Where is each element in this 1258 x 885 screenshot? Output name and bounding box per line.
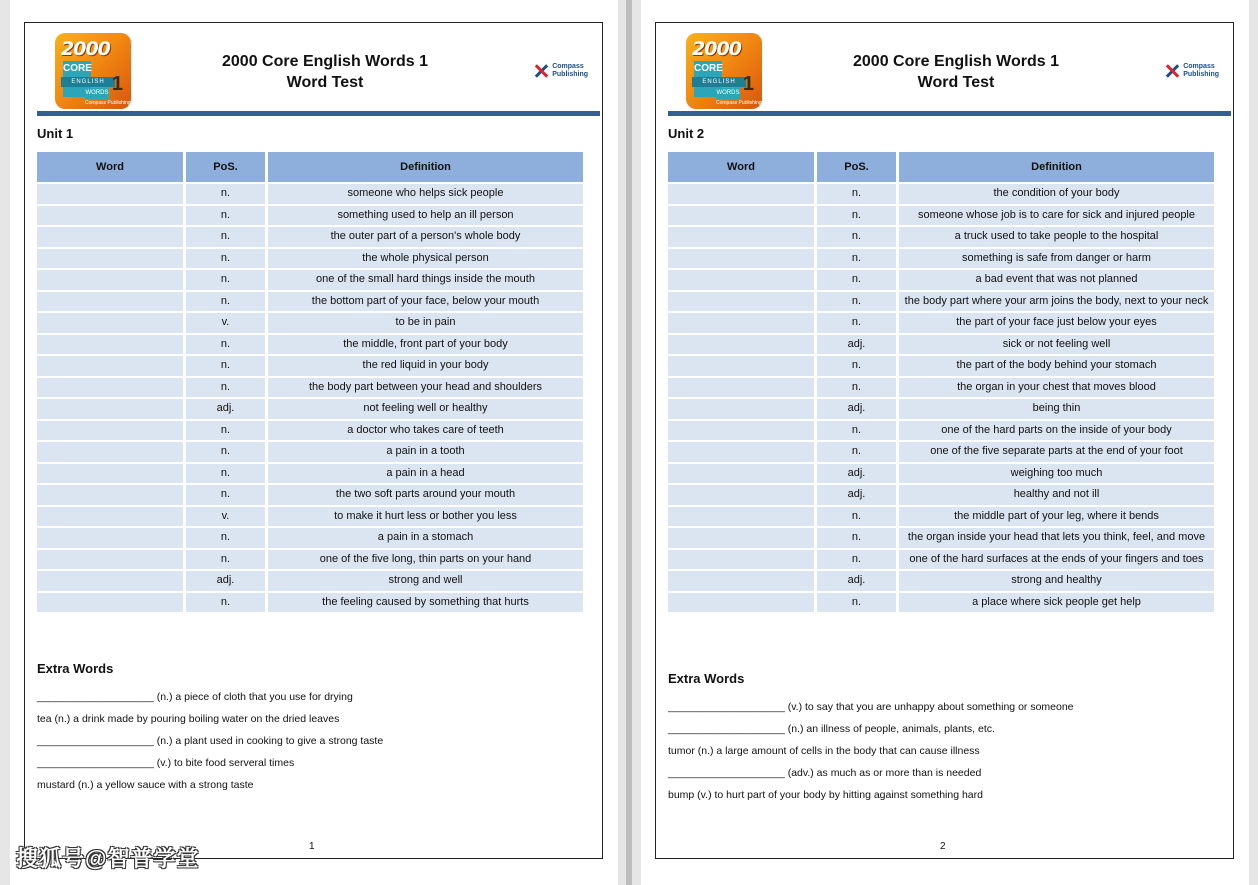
word-answer-cell[interactable] xyxy=(668,571,814,591)
table-row xyxy=(37,421,583,441)
table-row xyxy=(668,356,1214,376)
definition-cell: not feeling well or healthy xyxy=(268,399,583,419)
table-row xyxy=(668,184,1214,204)
table-row xyxy=(37,399,583,419)
table-row xyxy=(37,206,583,226)
header-rule xyxy=(37,111,600,116)
book-cover-logo: 2000 CORE ENGLISH WORDS 1 Compass Publishing xyxy=(686,33,762,109)
definition-cell: the organ in your chest that moves blood xyxy=(899,378,1214,398)
word-answer-cell[interactable] xyxy=(668,421,814,441)
table-row xyxy=(668,249,1214,269)
pos-cell: n. xyxy=(186,335,265,355)
table-row xyxy=(668,292,1214,312)
definition-cell: a bad event that was not planned xyxy=(899,270,1214,290)
title-line-2: Word Test xyxy=(917,74,995,91)
table-row xyxy=(668,485,1214,505)
table-row xyxy=(37,507,583,527)
extra-word-item: bump (v.) to hurt part of your body by hitting against something hard xyxy=(668,789,983,801)
extra-word-item: ____________________ (n.) a piece of cloth that you use for drying xyxy=(37,691,353,703)
extra-word-item: ____________________ (adv.) as much as or more than is needed xyxy=(668,767,982,779)
word-answer-cell[interactable] xyxy=(37,270,183,290)
pos-cell: adj. xyxy=(817,571,896,591)
title-line-1: 2000 Core English Words 1 xyxy=(853,53,1059,70)
pos-cell: n. xyxy=(186,184,265,204)
definition-cell: a place where sick people get help xyxy=(899,593,1214,613)
pos-cell: v. xyxy=(186,507,265,527)
word-answer-cell[interactable] xyxy=(37,313,183,333)
pos-cell: n. xyxy=(186,485,265,505)
table-row xyxy=(37,485,583,505)
compass-icon xyxy=(533,63,549,79)
word-answer-cell[interactable] xyxy=(668,485,814,505)
pos-cell: adj. xyxy=(817,399,896,419)
page-header xyxy=(25,23,602,115)
definition-cell: the body part between your head and shoulders xyxy=(268,378,583,398)
pos-cell: n. xyxy=(186,464,265,484)
definition-cell: one of the small hard things inside the mouth xyxy=(268,270,583,290)
word-answer-cell[interactable] xyxy=(37,227,183,247)
pos-cell: n. xyxy=(817,184,896,204)
word-answer-cell[interactable] xyxy=(668,292,814,312)
pos-cell: n. xyxy=(817,270,896,290)
word-answer-cell[interactable] xyxy=(37,571,183,591)
pos-cell: n. xyxy=(817,313,896,333)
book-cover-logo: 2000 CORE ENGLISH WORDS 1 Compass Publishing xyxy=(55,33,131,109)
definition-cell: healthy and not ill xyxy=(899,485,1214,505)
definition-cell: a pain in a tooth xyxy=(268,442,583,462)
definition-cell: one of the hard surfaces at the ends of your fingers and toes xyxy=(899,550,1214,570)
table-row xyxy=(37,464,583,484)
pos-cell: v. xyxy=(186,313,265,333)
pos-cell: n. xyxy=(186,206,265,226)
definition-cell: to be in pain xyxy=(268,313,583,333)
pos-cell: n. xyxy=(186,593,265,613)
column-header-pos: PoS. xyxy=(186,152,265,182)
word-answer-cell[interactable] xyxy=(668,249,814,269)
pos-cell: n. xyxy=(817,249,896,269)
document-title xyxy=(806,51,1106,93)
definition-cell: strong and healthy xyxy=(899,571,1214,591)
word-answer-cell[interactable] xyxy=(37,249,183,269)
word-table xyxy=(34,150,586,614)
page-number: 2 xyxy=(940,841,946,852)
definition-cell: a doctor who takes care of teeth xyxy=(268,421,583,441)
word-answer-cell[interactable] xyxy=(37,378,183,398)
word-answer-cell[interactable] xyxy=(37,507,183,527)
table-row xyxy=(668,571,1214,591)
definition-cell: a pain in a stomach xyxy=(268,528,583,548)
pos-cell: n. xyxy=(817,378,896,398)
table-row xyxy=(668,442,1214,462)
watermark: 搜狐号@智普学堂 xyxy=(16,846,200,871)
definition-cell: the whole physical person xyxy=(268,249,583,269)
definition-cell: the feeling caused by something that hurts xyxy=(268,593,583,613)
pos-cell: n. xyxy=(817,442,896,462)
pos-cell: n. xyxy=(186,421,265,441)
header-rule xyxy=(668,111,1231,116)
pos-cell: adj. xyxy=(817,464,896,484)
pos-cell: adj. xyxy=(817,335,896,355)
extra-words-title: Extra Words xyxy=(37,661,114,676)
word-answer-cell[interactable] xyxy=(668,356,814,376)
pos-cell: n. xyxy=(186,270,265,290)
table-row xyxy=(668,270,1214,290)
word-answer-cell[interactable] xyxy=(37,442,183,462)
definition-cell: one of the hard parts on the inside of your body xyxy=(899,421,1214,441)
definition-cell: the outer part of a person's whole body xyxy=(268,227,583,247)
definition-cell: something is safe from danger or harm xyxy=(899,249,1214,269)
publisher-logo: Compass Publishing xyxy=(533,63,588,79)
compass-icon xyxy=(1164,63,1180,79)
word-answer-cell[interactable] xyxy=(37,464,183,484)
extra-word-item: tumor (n.) a large amount of cells in the body that can cause illness xyxy=(668,745,980,757)
pos-cell: n. xyxy=(186,227,265,247)
definition-cell: the part of the body behind your stomach xyxy=(899,356,1214,376)
definition-cell: the condition of your body xyxy=(899,184,1214,204)
table-row xyxy=(37,184,583,204)
word-answer-cell[interactable] xyxy=(668,442,814,462)
word-answer-cell[interactable] xyxy=(37,292,183,312)
page-gutter xyxy=(626,0,632,885)
table-row xyxy=(37,227,583,247)
pos-cell: n. xyxy=(817,550,896,570)
definition-cell: a pain in a head xyxy=(268,464,583,484)
pos-cell: n. xyxy=(817,206,896,226)
table-row xyxy=(37,356,583,376)
table-row xyxy=(37,442,583,462)
page-frame xyxy=(24,22,603,859)
word-answer-cell[interactable] xyxy=(668,464,814,484)
column-header-definition: Definition xyxy=(268,152,583,182)
definition-cell: someone who helps sick people xyxy=(268,184,583,204)
word-answer-cell[interactable] xyxy=(37,421,183,441)
word-answer-cell[interactable] xyxy=(668,528,814,548)
word-answer-cell[interactable] xyxy=(37,399,183,419)
definition-cell: one of the five long, thin parts on your hand xyxy=(268,550,583,570)
definition-cell: one of the five separate parts at the end of your foot xyxy=(899,442,1214,462)
definition-cell: something used to help an ill person xyxy=(268,206,583,226)
word-answer-cell[interactable] xyxy=(37,184,183,204)
word-answer-cell[interactable] xyxy=(668,335,814,355)
page-number: 1 xyxy=(309,841,315,852)
definition-cell: the middle part of your leg, where it bends xyxy=(899,507,1214,527)
table-row xyxy=(37,292,583,312)
definition-cell: the body part where your arm joins the body, next to your neck xyxy=(899,292,1214,312)
title-line-1: 2000 Core English Words 1 xyxy=(222,53,428,70)
table-row xyxy=(668,399,1214,419)
extra-word-item: ____________________ (v.) to bite food serveral times xyxy=(37,757,295,769)
table-row xyxy=(668,507,1214,527)
pos-cell: n. xyxy=(186,528,265,548)
table-row xyxy=(668,378,1214,398)
page-2 xyxy=(641,0,1249,885)
extra-words-list xyxy=(668,699,1074,809)
column-header-definition: Definition xyxy=(899,152,1214,182)
word-answer-cell[interactable] xyxy=(668,313,814,333)
pos-cell: n. xyxy=(817,528,896,548)
extra-word-item: tea (n.) a drink made by pouring boiling water on the dried leaves xyxy=(37,713,340,725)
pos-cell: n. xyxy=(817,593,896,613)
unit-title: Unit 1 xyxy=(37,126,74,141)
table-row xyxy=(668,593,1214,613)
word-answer-cell[interactable] xyxy=(668,550,814,570)
table-row xyxy=(668,528,1214,548)
word-answer-cell[interactable] xyxy=(37,356,183,376)
word-answer-cell[interactable] xyxy=(37,593,183,613)
pos-cell: n. xyxy=(186,378,265,398)
definition-cell: to make it hurt less or bother you less xyxy=(268,507,583,527)
pos-cell: n. xyxy=(186,249,265,269)
table-row xyxy=(37,550,583,570)
definition-cell: sick or not feeling well xyxy=(899,335,1214,355)
definition-cell: the middle, front part of your body xyxy=(268,335,583,355)
extra-word-item: ____________________ (n.) a plant used in cooking to give a strong taste xyxy=(37,735,384,747)
table-row xyxy=(37,378,583,398)
definition-cell: the red liquid in your body xyxy=(268,356,583,376)
word-table xyxy=(665,150,1217,614)
word-answer-cell[interactable] xyxy=(37,485,183,505)
definition-cell: the two soft parts around your mouth xyxy=(268,485,583,505)
word-answer-cell[interactable] xyxy=(668,378,814,398)
page-header xyxy=(656,23,1233,115)
word-answer-cell[interactable] xyxy=(37,335,183,355)
extra-word-item: ____________________ (n.) an illness of people, animals, plants, etc. xyxy=(668,723,995,735)
column-header-word: Word xyxy=(37,152,183,182)
pos-cell: n. xyxy=(817,507,896,527)
definition-cell: the bottom part of your face, below your mouth xyxy=(268,292,583,312)
table-row xyxy=(37,593,583,613)
table-row xyxy=(668,206,1214,226)
pos-cell: adj. xyxy=(186,571,265,591)
column-header-word: Word xyxy=(668,152,814,182)
word-answer-cell[interactable] xyxy=(37,206,183,226)
table-row xyxy=(37,270,583,290)
pos-cell: adj. xyxy=(817,485,896,505)
word-answer-cell[interactable] xyxy=(37,550,183,570)
table-row xyxy=(37,249,583,269)
word-answer-cell[interactable] xyxy=(668,270,814,290)
definition-cell: the organ inside your head that lets you think, feel, and move xyxy=(899,528,1214,548)
definition-cell: being thin xyxy=(899,399,1214,419)
pos-cell: n. xyxy=(817,421,896,441)
page-frame xyxy=(655,22,1234,859)
document-title xyxy=(175,51,475,93)
publisher-logo: Compass Publishing xyxy=(1164,63,1219,79)
pos-cell: n. xyxy=(186,292,265,312)
page-1 xyxy=(10,0,618,885)
pos-cell: n. xyxy=(817,227,896,247)
pos-cell: n. xyxy=(186,356,265,376)
table-row xyxy=(668,227,1214,247)
pos-cell: n. xyxy=(186,442,265,462)
table-row xyxy=(668,464,1214,484)
table-row xyxy=(668,313,1214,333)
table-row xyxy=(37,335,583,355)
word-answer-cell[interactable] xyxy=(37,528,183,548)
title-line-2: Word Test xyxy=(286,74,364,91)
extra-words-list xyxy=(37,689,383,799)
definition-cell: someone whose job is to care for sick and injured people xyxy=(899,206,1214,226)
table-row xyxy=(668,421,1214,441)
table-row xyxy=(37,571,583,591)
word-answer-cell[interactable] xyxy=(668,206,814,226)
definition-cell: a truck used to take people to the hospital xyxy=(899,227,1214,247)
word-answer-cell[interactable] xyxy=(668,184,814,204)
pos-cell: n. xyxy=(817,356,896,376)
table-row xyxy=(668,550,1214,570)
column-header-pos: PoS. xyxy=(817,152,896,182)
word-answer-cell[interactable] xyxy=(668,227,814,247)
table-row xyxy=(668,335,1214,355)
table-row xyxy=(37,313,583,333)
unit-title: Unit 2 xyxy=(668,126,705,141)
word-answer-cell[interactable] xyxy=(668,593,814,613)
pos-cell: n. xyxy=(186,550,265,570)
table-row xyxy=(37,528,583,548)
pos-cell: adj. xyxy=(186,399,265,419)
definition-cell: weighing too much xyxy=(899,464,1214,484)
extra-words-title: Extra Words xyxy=(668,671,745,686)
definition-cell: the part of your face just below your eyes xyxy=(899,313,1214,333)
definition-cell: strong and well xyxy=(268,571,583,591)
word-answer-cell[interactable] xyxy=(668,399,814,419)
extra-word-item: ____________________ (v.) to say that you are unhappy about something or someone xyxy=(668,701,1074,713)
pos-cell: n. xyxy=(817,292,896,312)
extra-word-item: mustard (n.) a yellow sauce with a strong taste xyxy=(37,779,254,791)
word-answer-cell[interactable] xyxy=(668,507,814,527)
